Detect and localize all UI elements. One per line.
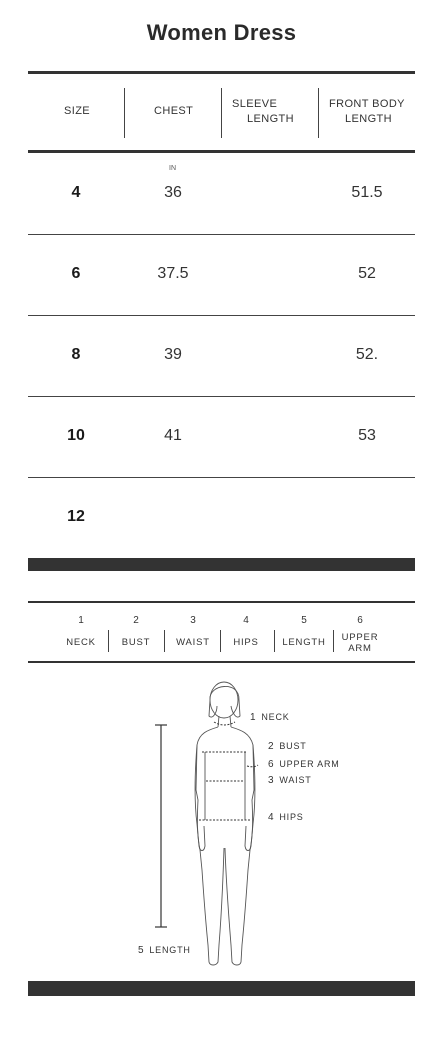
length-indicator	[155, 725, 167, 927]
legend-label-1: UPPER	[341, 632, 379, 643]
cell-size: 10	[67, 427, 85, 444]
cell-size: 4	[71, 184, 81, 201]
figure-label-upper-arm: 6 UPPER ARM	[268, 759, 340, 770]
cell-front: 51.5	[351, 184, 383, 201]
cell-chest: 36	[164, 184, 182, 201]
cell-size: 6	[71, 265, 81, 282]
cell-chest: 41	[164, 427, 182, 444]
legend-label-2: ARM	[348, 643, 372, 654]
cell-size: 12	[67, 508, 85, 525]
cell-chest: 37.5	[157, 265, 189, 282]
cell-front: 53	[358, 427, 376, 444]
header-sleeve-1: SLEEVE	[232, 98, 278, 110]
figure-label-length: 5 LENGTH	[138, 945, 191, 956]
legend-label: LENGTH	[282, 637, 326, 648]
cell-front: 52.	[355, 346, 379, 363]
legend-label: HIPS	[233, 637, 259, 648]
legend-label: NECK	[66, 637, 96, 648]
header-front-2: LENGTH	[345, 113, 393, 125]
legend-num: 1	[78, 615, 84, 626]
figure-label-neck: 1 NECK	[250, 712, 290, 723]
cell-size: 8	[71, 346, 81, 363]
header-size: SIZE	[64, 105, 91, 117]
figure-label-waist: 3 WAIST	[268, 775, 312, 786]
legend-num: 3	[190, 615, 196, 626]
cell-chest: 39	[164, 346, 182, 363]
legend-label: BUST	[121, 637, 151, 648]
figure-label-bust: 2 BUST	[268, 741, 307, 752]
unit-label: IN	[169, 165, 176, 172]
header-sleeve-2: LENGTH	[247, 113, 295, 125]
header-chest: CHEST	[154, 105, 194, 117]
legend-num: 6	[357, 615, 363, 626]
legend-label: WAIST	[176, 637, 210, 648]
footer-bar	[28, 981, 415, 996]
legend-num: 4	[243, 615, 249, 626]
figure-label-hips: 4 HIPS	[268, 812, 304, 823]
legend-num: 5	[301, 615, 307, 626]
page-title: Women Dress	[146, 20, 297, 45]
female-silhouette	[195, 682, 255, 965]
header-front-1: FRONT BODY	[329, 98, 405, 110]
legend-num: 2	[133, 615, 139, 626]
cell-front: 52	[358, 265, 376, 282]
